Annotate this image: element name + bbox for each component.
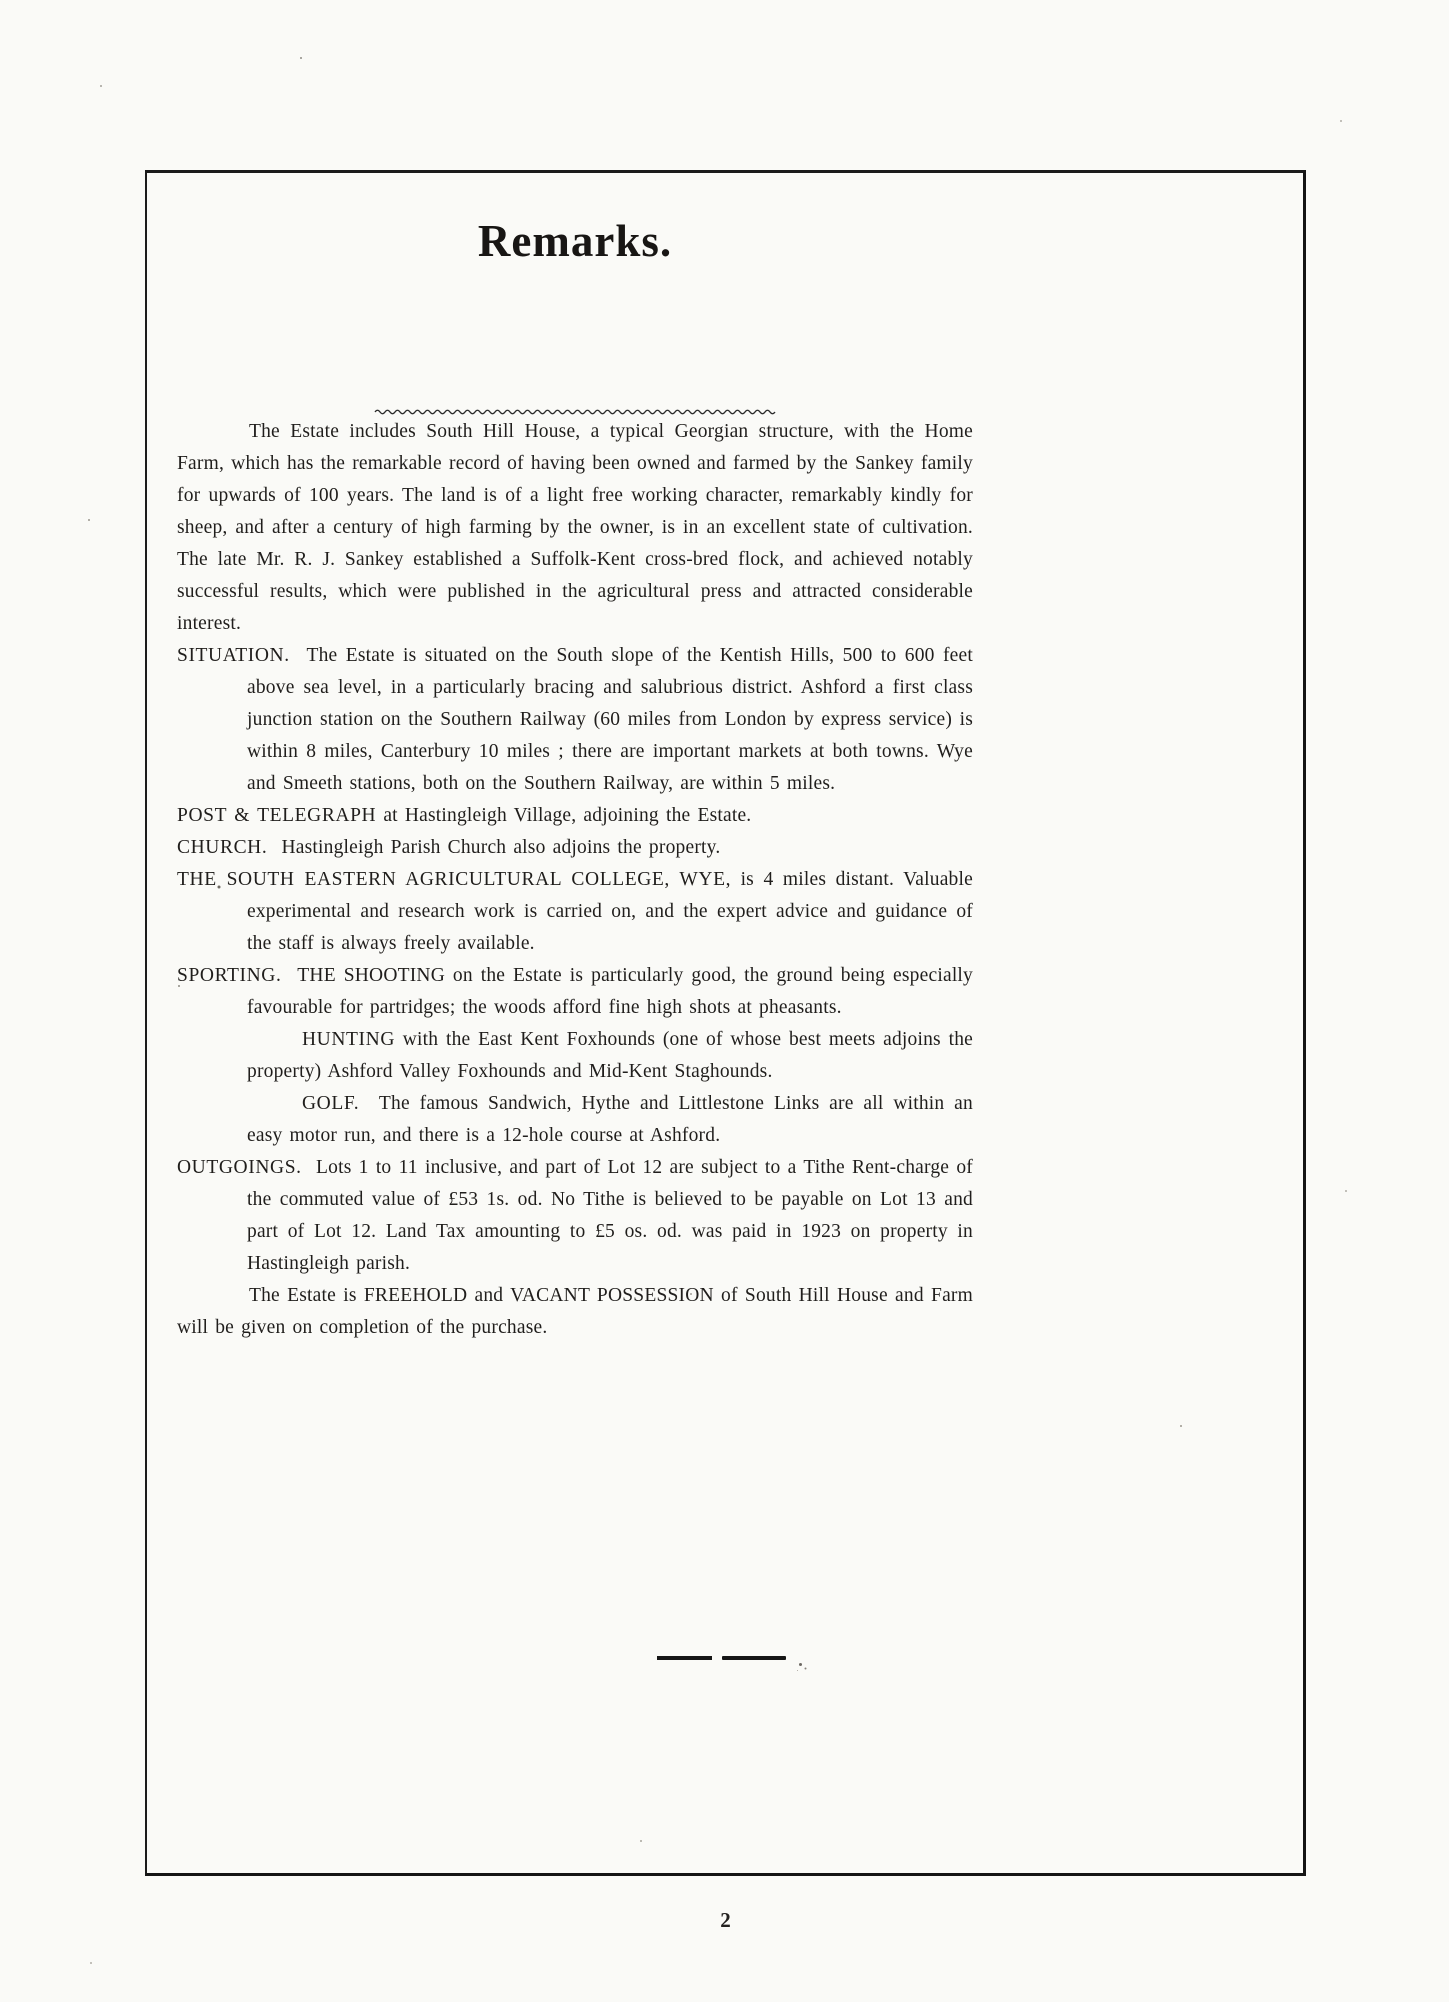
section-post-telegraph	[177, 800, 973, 832]
text-block	[177, 173, 973, 1344]
page-title: Remarks.	[477, 216, 673, 266]
wavy-rule-path	[375, 410, 775, 414]
section-hunting-label: HUNTING	[302, 1029, 396, 1050]
dash-segment	[657, 1656, 712, 1660]
wavy-rule-divider	[374, 408, 776, 416]
dash-segment	[722, 1656, 786, 1660]
section-outgoings-text: Lots 1 to 11 inclusive, and part of Lot 12 are subject to a Tithe Rent-charge of the commuted value of £53 1s. od. No Tithe is believed to be payable on Lot 13 and part of Lot 12. Land Tax amounting to £5 os. od. was paid in 1923 on property in Hastingleigh parish.	[247, 1157, 973, 1274]
section-agricultural-college	[177, 864, 973, 960]
section-post-telegraph-label: POST & TELEGRAPH	[177, 805, 377, 826]
section-situation-label: SITUATION.	[177, 645, 290, 666]
section-agricultural-college-label: THE SOUTH EASTERN AGRICULTURAL COLLEGE, WYE,	[177, 869, 732, 890]
section-golf	[177, 1088, 973, 1152]
page-border-frame	[145, 170, 1306, 1876]
section-situation	[177, 640, 973, 800]
intro-paragraph	[177, 416, 973, 640]
section-situation-text: The Estate is situated on the South slope of the Kentish Hills, 500 to 600 feet above sea level, in a particularly bracing and salubrious district. Ashford a first class junction station on the Southern Railway (60 miles from London by express service) is within 8 miles, Canterbury 10 miles ; there are important markets at both towns. Wye and Smeeth stations, both on the Southern Railway, are within 5 miles.	[247, 645, 973, 794]
section-sporting	[177, 960, 973, 1024]
section-sporting-label: SPORTING.	[177, 965, 282, 986]
intro-text: The Estate includes South Hill House, a typical Georgian structure, with the Home Farm, which has the remarkable record of having been owned and farmed by the Sankey family for upwards of 100 years. The land is of a light free working character, remarkably kindly for sheep, and after a century of high farming by the owner, is in an excellent state of cultivation. The late Mr. R. J. Sankey established a Suffolk-Kent cross-bred flock, and achieved notably successful results, which were published in the agricultural press and attracted considerable interest.	[177, 421, 973, 634]
section-hunting	[177, 1024, 973, 1088]
section-hunting-text: with the East Kent Foxhounds (one of whose best meets adjoins the property) Ashford Valley Foxhounds and Mid-Kent Staghounds.	[247, 1029, 973, 1082]
section-golf-label: GOLF.	[302, 1093, 360, 1114]
section-outgoings	[177, 1152, 973, 1280]
section-post-telegraph-text: at Hastingleigh Village, adjoining the Estate.	[383, 805, 752, 826]
section-golf-text: The famous Sandwich, Hythe and Littlestone Links are all within an easy motor run, and there is a 12-hole course at Ashford.	[247, 1093, 973, 1146]
section-church	[177, 832, 973, 864]
section-church-text: Hastingleigh Parish Church also adjoins the property.	[281, 837, 721, 858]
page-number: 2	[720, 1908, 731, 1932]
closing-text: The Estate is FREEHOLD and VACANT POSSESSION of South Hill House and Farm will be given on completion of the purchase.	[177, 1285, 973, 1338]
section-church-label: CHURCH.	[177, 837, 268, 858]
scan-noise-specks	[300, 57, 302, 59]
section-outgoings-label: OUTGOINGS.	[177, 1157, 302, 1178]
ink-smudge	[799, 1663, 802, 1666]
section-sporting-text: THE SHOOTING on the Estate is particularly good, the ground being especially favourable for partridges; the woods afford fine high shots at pheasants.	[247, 965, 974, 1018]
section-agricultural-college-text: is 4 miles distant. Valuable experimental and research work is carried on, and the expert advice and guidance of the staff is always freely available.	[247, 869, 973, 954]
closing-paragraph	[177, 1280, 973, 1344]
dash-divider	[657, 1656, 786, 1660]
